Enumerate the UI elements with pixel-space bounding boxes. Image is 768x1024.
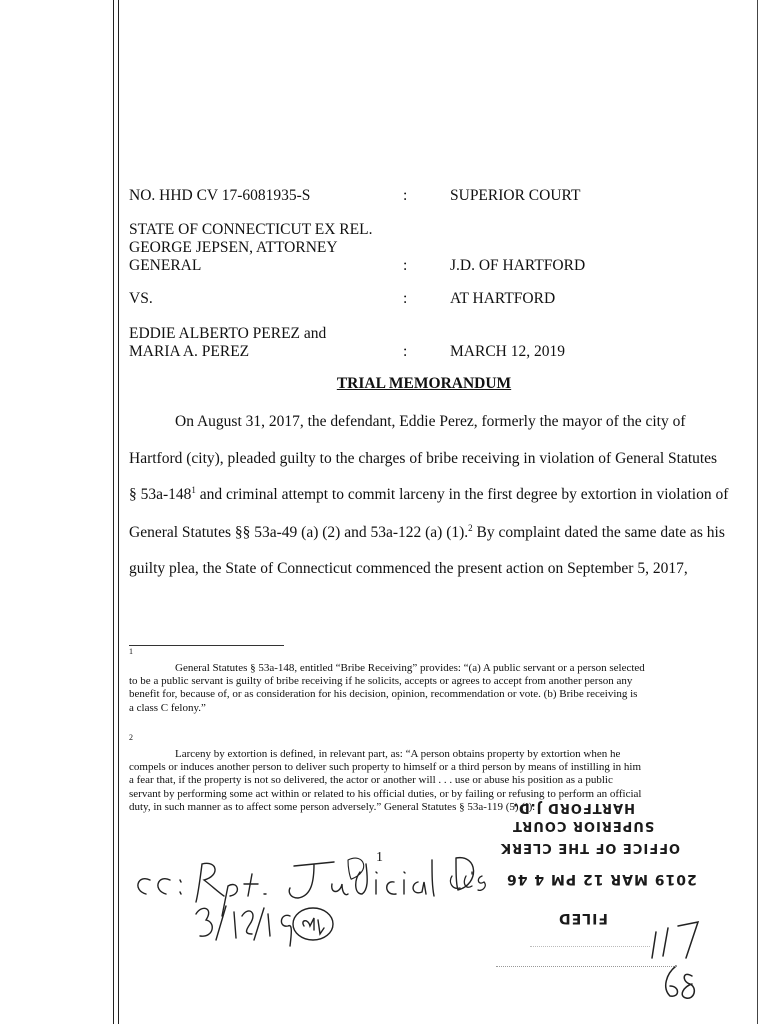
stamp-court: SUPERIOR COURT [512, 818, 655, 833]
body-line-4: General Statutes §§ 53a-49 (a) (2) and 53a-122 (a) (1).$^2$ By complaint dated the same date as his [129, 522, 725, 541]
body-line-3: § $53a-148^1$ and criminal attempt to commit larceny in the first degree by extortion in violation of [129, 484, 729, 503]
court-location: AT HARTFORD [450, 290, 556, 307]
docket-number: NO. HHD CV 17-6081935-S [129, 187, 311, 204]
document-title: TRIAL MEMORANDUM [336, 375, 512, 392]
defendant-line-2: MARIA A. PEREZ [129, 343, 250, 360]
plaintiff-line-2: GEORGE JEPSEN, ATTORNEY [129, 239, 338, 256]
footnote-number-2: 2 [129, 733, 133, 742]
handwritten-number-117 [648, 918, 708, 963]
handwritten-date-initials [190, 900, 340, 960]
caption-colon: : [403, 343, 408, 360]
margin-line-right [757, 0, 758, 1024]
footnote-separator [129, 645, 284, 646]
margin-line-2 [118, 0, 119, 1024]
stamp-timestamp: 2019 MAR 12 PM 4 46 [506, 871, 697, 887]
caption-colon: : [403, 187, 408, 204]
body-line-2: Hartford (city), pleaded guilty to the charges of bribe receiving in violation of General Statutes [129, 450, 718, 467]
versus: VS. [129, 290, 153, 307]
court-name: SUPERIOR COURT [450, 187, 581, 204]
defendant-line-1: EDDIE ALBERTO PEREZ and [129, 325, 327, 342]
caption-colon: : [403, 257, 408, 274]
judicial-district: J.D. OF HARTFORD [450, 257, 586, 274]
footnote-2: Larceny by extortion is defined, in relevant part, as: “A person obtains property by extortion when he compels or induces another person to deliver such property to himself or a third person by means of instilling in him a fear that, if the property is not so delivered, the actor or another will . . . use or abuse his position as a public servant by performing some act within or related to his official duties, or by failing or refusing to perform an official duty, in such manner as to affect some person adversely.” General Statutes § 53a-119 (5) (I). [129, 748, 642, 813]
stamp-clerk: OFFICE OF THE CLERK [500, 840, 680, 855]
stamp-filed: FILED [558, 910, 608, 926]
body-line-5: guilty plea, the State of Connecticut commenced the present action on September 5, 2017, [129, 560, 688, 577]
margin-line-1 [113, 0, 114, 1024]
plaintiff-line-1: STATE OF CONNECTICUT EX REL. [129, 221, 373, 238]
footnote-ref-2: 2 [468, 522, 473, 533]
plaintiff-line-3: GENERAL [129, 257, 202, 274]
page-number: 1 [376, 850, 383, 865]
stamp-dotted-line [496, 966, 676, 967]
handwritten-number-68 [658, 962, 708, 1007]
stamp-dotted-line [530, 946, 650, 947]
filing-date: MARCH 12, 2019 [450, 343, 565, 360]
body-line-1: On August 31, 2017, the defendant, Eddie Perez, formerly the mayor of the city of [175, 413, 686, 430]
caption-colon: : [403, 290, 408, 307]
footnote-ref-1: 1 [191, 484, 196, 495]
stamp-office-name: HARTFORD J.D. [512, 800, 635, 815]
footnote-number-1: 1 [129, 647, 133, 656]
footnote-1: General Statutes § 53a-148, entitled “Bribe Receiving” provides: “(a) A public servant or a person selected to be a public servant is guilty of bribe receiving if he solicits, accepts or agrees to accept from another person any benefit for, because of, or as consideration for his decision, opinion, recommendation or vote. (b) Bribe receiving is a class C felony.” [129, 662, 645, 714]
